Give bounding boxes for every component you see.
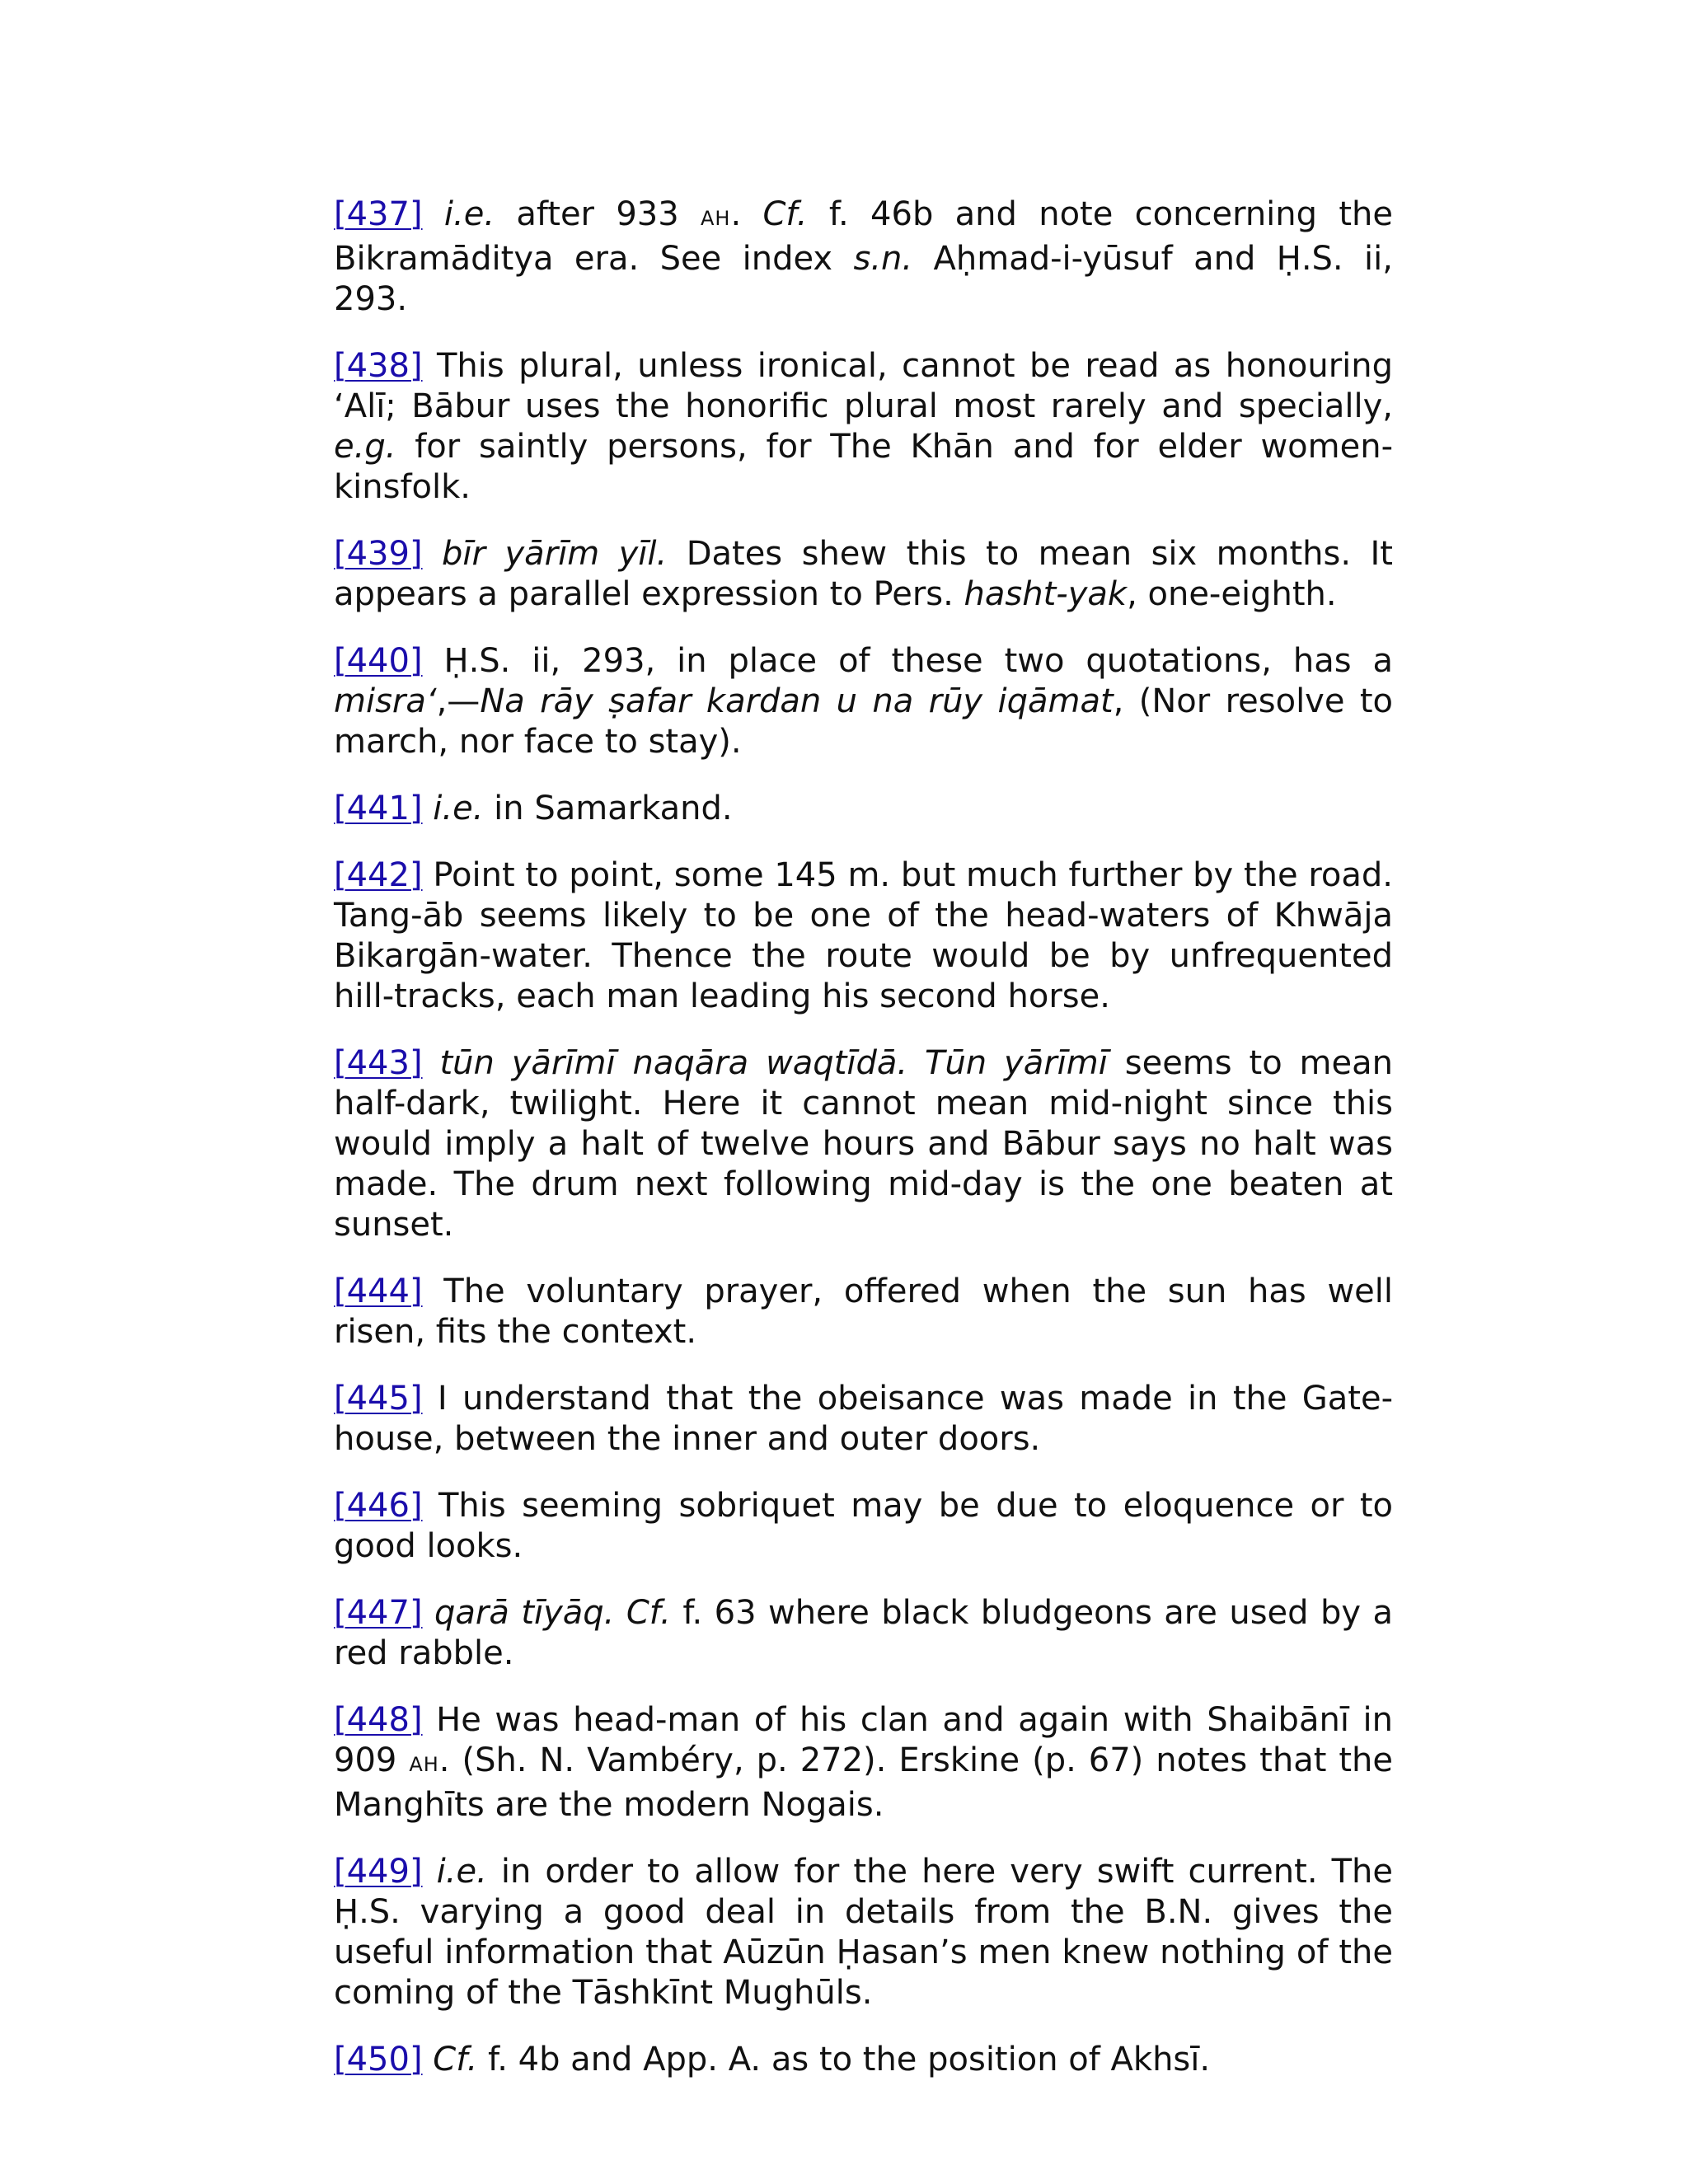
footnote-ref-link[interactable]: [445]	[334, 1380, 423, 1418]
footnote-text: ,—	[436, 682, 481, 720]
footnote	[334, 346, 1393, 508]
footnote-ref-link[interactable]: [450]	[334, 2041, 423, 2079]
footnote-ref-link[interactable]: [444]	[334, 1272, 423, 1310]
footnote	[334, 641, 1393, 762]
footnote-ref-link[interactable]: [439]	[334, 535, 423, 573]
italic-text: Na rāy ṣafar kardan u na rūy iqāmat	[480, 682, 1114, 720]
footnote-text: f. 4b and App. A. as to the position of Akhsī.	[477, 2041, 1211, 2079]
small-caps-text: AH	[409, 1753, 439, 1776]
footnote-text: in Samarkand.	[483, 790, 733, 827]
footnote	[334, 855, 1393, 1017]
italic-text: Cf.	[433, 2041, 478, 2079]
footnote-text: Point to point, some 145 m. but much further by the road. Tang-āb seems likely to be one of the head-waters of Khwāja Bikargān-water. Thence the route would be by unfrequented hill-tracks, each man leading his second horse.	[334, 856, 1393, 1015]
footnote-ref-link[interactable]: [446]	[334, 1487, 423, 1525]
italic-text: qarā tīyāq. Cf.	[434, 1594, 671, 1632]
footnote-ref-link[interactable]: [443]	[334, 1044, 423, 1082]
footnote-text: for saintly persons, for The Khān and for elder women-kinsfolk.	[334, 428, 1393, 506]
italic-text: i.e.	[433, 790, 484, 827]
footnote	[334, 1593, 1393, 1674]
italic-text: Cf.	[762, 195, 808, 233]
footnote-ref-link[interactable]: [440]	[334, 642, 423, 680]
footnote-text: seems to mean half-dark, twilight. Here it cannot mean mid-night since this would imply a halt of twelve hours and Bābur says no halt was made. The drum next following mid-day is the one beaten at sunset.	[334, 1044, 1393, 1244]
footnote-ref-link[interactable]: [438]	[334, 347, 423, 385]
footnote-text: after 933	[495, 195, 701, 233]
footnote-text: The voluntary prayer, offered when the sun has well risen, fits the context.	[334, 1272, 1393, 1351]
footnote-text: Dates shew this to mean six months. It appears a parallel expression to Pers.	[334, 535, 1393, 613]
footnote-text: He was head-man of his clan and again with Shaibānī in 909	[334, 1701, 1393, 1779]
footnotes-page	[334, 194, 1393, 2107]
footnote	[334, 534, 1393, 615]
footnote	[334, 1852, 1393, 2013]
footnote-ref-link[interactable]: [437]	[334, 195, 423, 233]
footnote-ref-link[interactable]: [442]	[334, 856, 423, 894]
footnote	[334, 1700, 1393, 1825]
footnote	[334, 789, 1393, 829]
italic-text: i.e.	[443, 195, 495, 233]
small-caps-text: AH	[700, 207, 731, 230]
footnote-ref-link[interactable]: [449]	[334, 1853, 423, 1891]
footnote	[334, 1379, 1393, 1460]
italic-text: bīr yārīm yīl.	[442, 535, 668, 573]
footnote-text: f. 63 where black bludgeons are used by a red rabble.	[334, 1594, 1394, 1672]
italic-text: s.n.	[853, 240, 913, 278]
footnote-text: This plural, unless ironical, cannot be read as honouring ‘Alī; Bābur uses the honorific plural most rarely and specially,	[334, 347, 1393, 425]
footnote-ref-link[interactable]: [447]	[334, 1594, 423, 1632]
footnote	[334, 1043, 1393, 1245]
footnote-text: , (Nor resolve to march, nor face to stay).	[334, 682, 1393, 761]
footnote	[334, 1272, 1393, 1352]
footnote-text: I understand that the obeisance was made in the Gate-house, between the inner and outer doors.	[334, 1380, 1393, 1458]
footnote-text: Ḥ.S. ii, 293, in place of these two quotations, has a	[443, 642, 1393, 680]
footnote	[334, 1486, 1393, 1567]
footnote-text: in order to allow for the here very swift current. The Ḥ.S. varying a good deal in details from the B.N. gives the useful information that Aūzūn Ḥasan’s men knew nothing of the coming of the Tāshkīnt Mughūls.	[334, 1853, 1393, 2012]
footnote-text: This seeming sobriquet may be due to eloquence or to good looks.	[334, 1487, 1394, 1565]
footnote-ref-link[interactable]: [448]	[334, 1701, 423, 1739]
italic-text: e.g.	[334, 428, 396, 466]
footnote-text: .	[730, 195, 763, 233]
footnote-text: Aḥmad-i-yūsuf and Ḥ.S. ii, 293.	[334, 240, 1393, 318]
italic-text: misra‘	[334, 682, 437, 720]
footnote-text: f. 46b and note concerning the Bikramāditya era. See index	[334, 195, 1394, 278]
footnote	[334, 2040, 1393, 2080]
italic-text: tūn yārīmī naqāra waqtīdā. Tūn yārīmī	[439, 1044, 1108, 1082]
italic-text: i.e.	[436, 1853, 487, 1891]
footnote	[334, 194, 1393, 320]
italic-text: hasht-yak	[964, 575, 1128, 613]
footnote-ref-link[interactable]: [441]	[334, 790, 423, 827]
footnote-text: . (Sh. N. Vambéry, p. 272). Erskine (p. 67) notes that the Manghīts are the modern Nogais.	[334, 1741, 1393, 1824]
footnote-text: , one-eighth.	[1127, 575, 1337, 613]
